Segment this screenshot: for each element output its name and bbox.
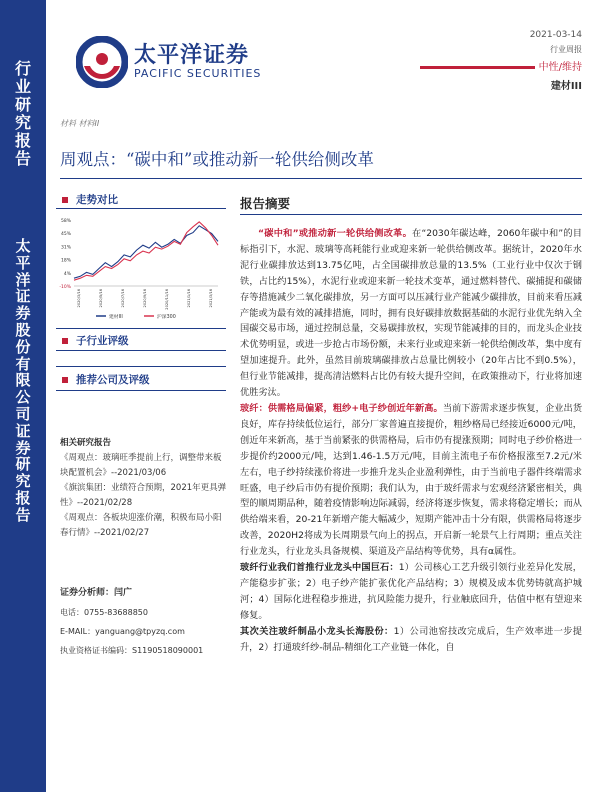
recommend-title: 推荐公司及评级 — [62, 372, 150, 387]
logo-text-cn: 太平洋证券 — [134, 43, 250, 68]
legend-label: 建材III — [109, 315, 123, 320]
analyst-phone: 电话：0755-83688850 — [60, 608, 148, 617]
title-divider — [60, 178, 582, 179]
x-tick-label: 2020/3/16 — [77, 289, 81, 308]
summary-paragraph — [240, 560, 582, 624]
sidebar-company-name: 太 平 洋 证 券 股 份 有 限 公 司 证 券 研 究 报 告 — [15, 237, 31, 524]
sector-label: 建材III — [550, 81, 582, 92]
page-title: 周观点：“碳中和”或推动新一轮供给侧改革 — [60, 150, 374, 169]
trend-section-title: 走势对比 — [62, 192, 118, 207]
legend-label: 沪深300 — [157, 315, 176, 320]
analyst-email[interactable]: E-MAIL：yanguang@tpyzq.com — [60, 627, 185, 636]
related-reports — [60, 436, 228, 541]
analyst-info — [60, 584, 228, 660]
y-tick-label: 31% — [60, 245, 71, 251]
sidebar-report-type: 行 业 研 究 报 告 — [14, 59, 31, 168]
breadcrumb: 材料 材料II — [60, 119, 100, 128]
x-tick-label: 2020/9/16 — [143, 289, 147, 308]
related-report-item[interactable]: 《周观点：玻璃旺季提前上行，调整带来板块配置机会》--2021/03/06 — [60, 453, 222, 478]
report-type: 行业周报 — [550, 45, 582, 54]
x-tick-label: 2021/1/16 — [187, 289, 191, 308]
paragraph-text: 当前下游需求逐步恢复，企业出货良好，库存持续低位运行，部分厂家普遍直接提价，粗纱格局已经接近6000元/吨，创近年来新高，基于当前紧张的供需格局，后市仍有提涨预期；同时电子纱价格进一步提价约2000元/吨，达到1.46-1.5万元/吨，目前主流电子布价格报涨至7.2元/米左右，电子纱持续涨价将进一步推升龙头企业盈利弹性，由于当前电子器件终端需求旺盛，电子纱后市仍有提价预期；我们认为，由于玻纤需求与宏观经济紧密相关，典型的顺周期品种，随着疫情影响边际减弱，经济将逐步恢复，需求将稳定增长；而从供给端来看，20-21年新增产能大幅减少，短期产能冲击十分有限，供需格局将逐步改善，2020H2将成为长周期景气向上的拐点，开启新一轮景气上行周期；重点关注行业龙头，行业龙头具备规模、渠道及产品结构等优势，具有α属性。 — [240, 402, 583, 558]
company-logo — [76, 34, 276, 94]
paragraph-text: 1）公司核心工艺升级引领行业差异化发展，产能稳步扩张；2）电子纱产能扩张优化产品结构；3）规模及成本优势铸就高护城河；4）国际化进程稳步推进，抗风险能力提升，行业触底回升，估值中枢有望迎来修复。 — [240, 562, 582, 621]
summary-paragraph — [240, 226, 582, 401]
recommend-top-divider — [56, 366, 226, 367]
report-date: 2021-03-14 — [529, 30, 582, 40]
related-heading: 相关研究报告 — [60, 438, 112, 448]
chart-divider — [56, 328, 226, 329]
paragraph-lead: 玻纤行业我们首推行业龙头中国巨石： — [240, 562, 399, 574]
trend-divider — [56, 208, 226, 209]
logo-text-en: PACIFIC SECURITIES — [134, 67, 262, 80]
x-tick-label: 2020/11/16 — [165, 289, 169, 310]
sidebar — [0, 0, 46, 792]
y-tick-label: 4% — [63, 271, 71, 277]
y-tick-label: 18% — [60, 258, 71, 264]
logo-emblem-icon — [76, 36, 128, 88]
paragraph-lead: 其次关注玻纤制品小龙头长海股份： — [240, 625, 394, 637]
related-report-item[interactable]: 《旗滨集团：业绩符合预期，2021年更具弹性》--2021/02/28 — [60, 483, 227, 508]
industry-rating-title: 子行业评级 — [62, 333, 129, 348]
summary-body — [240, 226, 582, 655]
trend-chart — [56, 212, 226, 324]
summary-divider — [240, 214, 582, 215]
x-tick-label: 2021/3/16 — [209, 289, 213, 308]
rating-badge: 中性/维持 — [535, 58, 582, 73]
summary-paragraph — [240, 624, 582, 656]
recommend-divider — [56, 390, 226, 391]
y-tick-label: -10% — [59, 285, 71, 290]
paragraph-highlight: “碳中和”或推动新一轮供给侧改革。 — [258, 228, 413, 239]
x-tick-label: 2020/5/16 — [99, 289, 103, 308]
summary-paragraph — [240, 401, 582, 560]
summary-title: 报告摘要 — [240, 196, 291, 211]
paragraph-highlight: 玻纤：供需格局偏紧，粗纱+电子纱创近年新高。 — [240, 402, 443, 414]
industry-rating-divider — [56, 350, 226, 351]
paragraph-text: 1）公司池窑技改完成后，生产效率进一步提升，2）打通玻纤纱-制品-精细化工产业链一体化，自 — [240, 625, 582, 653]
analyst-license: 执业资格证书编码：S1190518090001 — [60, 646, 204, 655]
y-tick-label: 58% — [60, 219, 71, 224]
related-report-item[interactable]: 《周观点：各板块迎涨价潮，积极布局小阳春行情》--2021/02/27 — [60, 513, 222, 538]
y-tick-label: 45% — [60, 232, 71, 238]
paragraph-text: 在“2030年碳达峰，2060年碳中和”的目标指引下，水泥、玻璃等高耗能行业或迎来新一轮供给侧改革。据统计，2020年水泥行业碳排放达到13.75亿吨，占全国碳排放总量的13.5%（工业行业中仅次于钢铁，占比约15%），水泥行业或迎来新一轮技术变革，通过燃料替代、碳捕捉和碳储存等措施减少二氧化碳排放，另一方面可以压减行业产能减少碳排放，目前来看压减产能或为最有效的减排措施，同时，拥有良好碳排放数据基础的水泥行业优先纳入全国碳交易市场，通过控制总量，交易碳排放权，实现节能减排的目的，而龙头企业技术优势明显，或进一步抢占市场份额，未来行业或迎来新一轮供给侧改革，集中度有望加速提升。此外，虽然目前玻璃碳排放占总量比例较小（20年占比不到0.5%），但行业节能减排，提高清洁燃料占比仍有较大提升空间，在政策推动下，行业将加速优胜劣汰。 — [240, 228, 582, 399]
x-tick-label: 2020/7/16 — [121, 289, 125, 308]
analyst-name: 证券分析师：闫广 — [60, 588, 133, 598]
